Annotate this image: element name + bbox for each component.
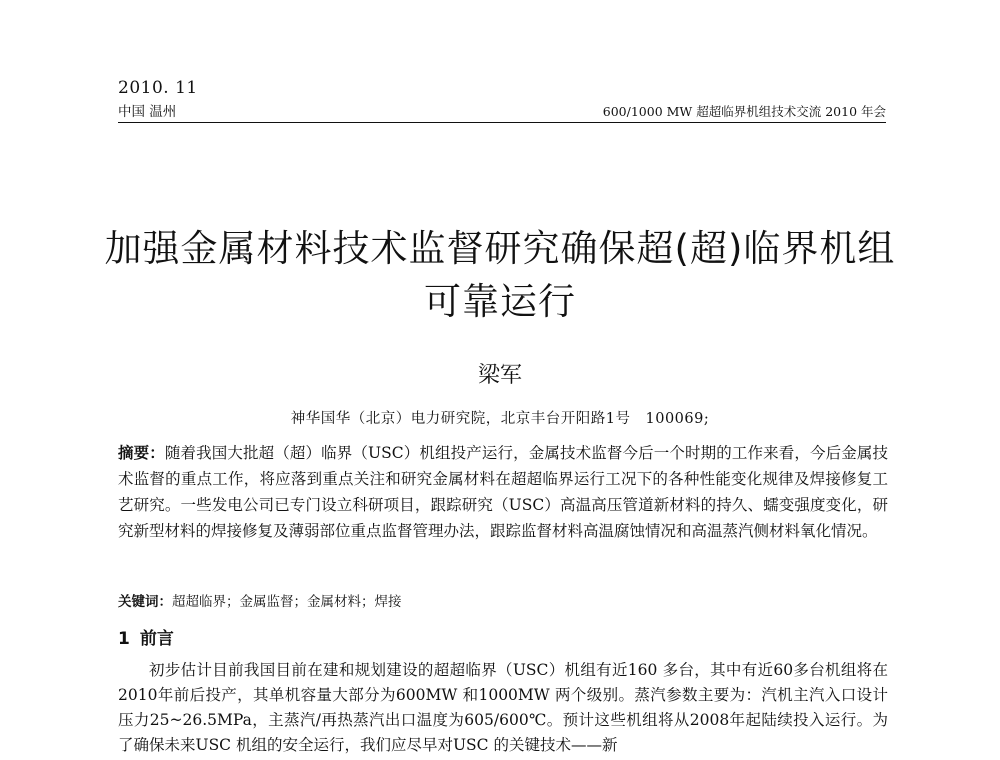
header-location: 中国 温州: [118, 104, 177, 120]
header-date: 2010. 11: [118, 78, 198, 98]
author-name: 梁军: [477, 363, 522, 388]
section-title: 前言: [139, 629, 174, 649]
author-affiliation: 神华国华（北京）电力研究院，北京丰台开阳路1号 100069;: [290, 411, 710, 427]
section-number: 1: [118, 629, 130, 649]
paper-title: 加强金属材料技术监督研究确保超(超)临界机组可靠运行: [104, 227, 896, 323]
keywords: [118, 590, 888, 610]
section-heading: [118, 624, 174, 649]
section-body: 初步估计目前我国目前在建和规划建设的超超临界（USC）机组有近160 多台，其中有近60多台机组将在2010年前后投产，其单机容量大部分为600MW 和1000MW 两个级别。蒸汽参数主要为：汽机主汽入口设计压力25~26.5MPa，主蒸汽/再热蒸汽出口温度为605/600℃。预计这些机组将从2008年起陆续投入运行。为了确保未来USC 机组的安全运行，我们应尽早对USC 的关键技术——新: [118, 661, 888, 754]
abstract-text: 随着我国大批超（超）临界（USC）机组投产运行，金属技术监督今后一个时期的工作来看，今后金属技术监督的重点工作，将应落到重点关注和研究金属材料在超超临界运行工况下的各种性能变化规律及焊接修复工艺研究。一些发电公司已专门设立科研项目，跟踪研究（USC）高温高压管道新材料的持久、蠕变强度变化，研究新型材料的焊接修复及薄弱部位重点监督管理办法，跟踪监督材料高温腐蚀情况和高温蒸汽侧材料氧化情况。: [118, 444, 888, 540]
header-rule: [118, 122, 886, 123]
abstract: [118, 440, 888, 544]
keywords-label: 关键词：: [118, 594, 172, 610]
abstract-label: 摘要：: [118, 443, 165, 462]
keywords-text: 超超临界；金属监督；金属材料；焊接: [172, 594, 402, 610]
header-conference: 600/1000 MW 超超临界机组技术交流 2010 年会: [602, 104, 886, 119]
